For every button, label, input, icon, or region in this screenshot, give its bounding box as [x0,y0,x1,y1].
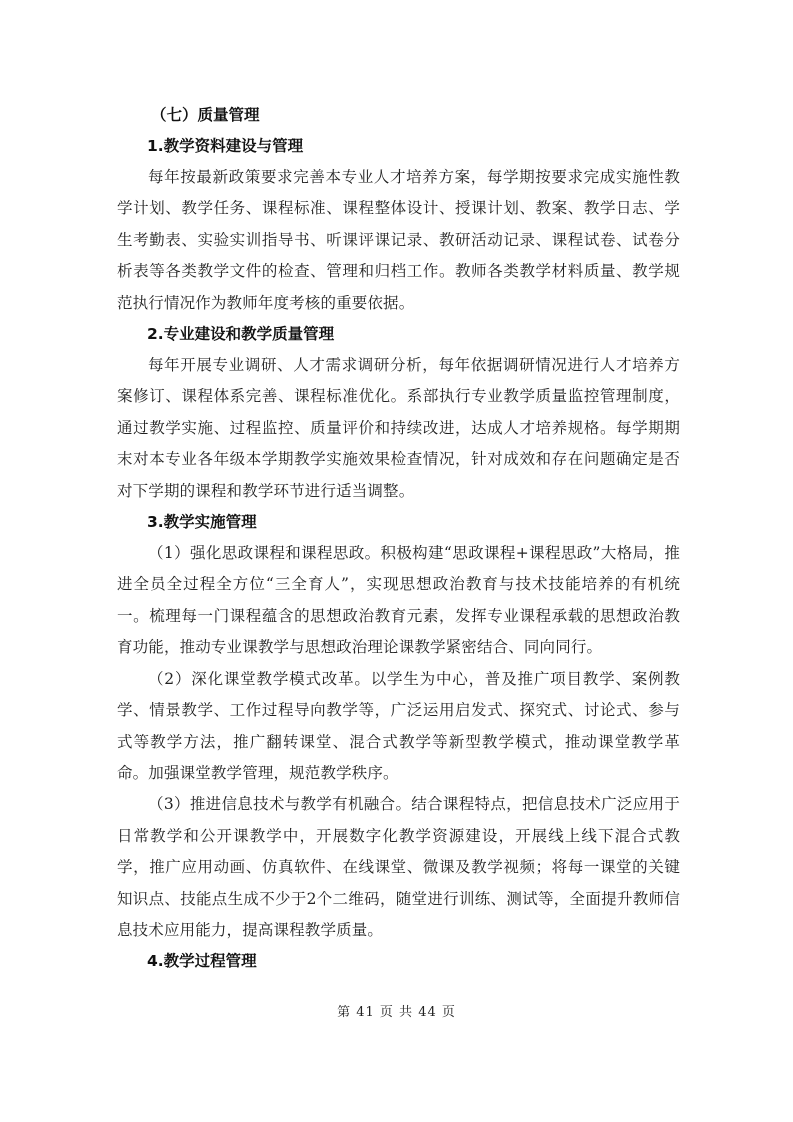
footer-current-page: 41 [356,1005,375,1020]
paragraph-quality-management: 每年开展专业调研、人才需求调研分析，每年依据调研情况进行人才培养方案修订、课程体系完善、课程标准优化。系部执行专业教学质量监控管理制度，通过教学实施、过程监控、质量评价和持续改进，达成人才培养规格。每学期期末对本专业各年级本学期教学实施效果检查情况，针对成效和存在问题确定是否对下学期的课程和教学环节进行适当调整。 [117,356,680,500]
page-footer [0,1004,793,1022]
paragraph-information-technology: （3）推进信息技术与教学有机融合。结合课程特点，把信息技术广泛应用于日常教学和公开课教学中，开展数字化教学资源建设，开展线上线下混合式教学，推广应用动画、仿真软件、在线课堂、微课及教学视频；将每一课堂的关键知识点、技能点生成不少于2个二维码，随堂进行训练、测试等，全面提升教师信息技术应用能力，提高课程教学质量。 [117,795,680,939]
footer-total-pages: 44 [418,1005,437,1020]
footer-suffix: 页 [441,1005,456,1020]
paragraph-classroom-reform: （2）深化课堂教学模式改革。以学生为中心，普及推广项目教学、案例教学、情景教学、工作过程导向教学等，广泛运用启发式、探究式、讨论式、参与式等教学方法，推广翻转课堂、混合式教学等新型教学模式，推动课堂教学革命。加强课堂教学管理，规范教学秩序。 [117,669,680,782]
page-content [117,100,680,977]
heading-teaching-process: 4.教学过程管理 [147,952,257,971]
section-title: （七）质量管理 [151,106,260,124]
paragraph-ideological-courses: （1）强化思政课程和课程思政。积极构建“思政课程+课程思政”大格局，推进全员全过程全方位“三全育人”，实现思想政治教育与技术技能培养的有机统一。梳理每一门课程蕴含的思想政治教育元素，发挥专业课程承载的思想政治教育功能，推动专业课教学与思想政治理论课教学紧密结合、同向同行。 [117,544,680,657]
heading-teaching-materials: 1.教学资料建设与管理 [147,137,304,155]
paragraph-teaching-materials: 每年按最新政策要求完善本专业人才培养方案，每学期按要求完成实施性教学计划、教学任务、课程标准、课程整体设计、授课计划、教案、教学日志、学生考勤表、实验实训指导书、听课评课记录、教研活动记录、课程试卷、试卷分析表等各类教学文件的检查、管理和归档工作。教师各类教学材料质量、教学规范执行情况作为教师年度考核的重要依据。 [117,168,680,312]
heading-teaching-implementation: 3.教学实施管理 [147,513,257,532]
heading-quality-management: 2.专业建设和教学质量管理 [147,325,335,344]
footer-middle: 页 共 [379,1005,414,1020]
footer-prefix: 第 [337,1005,352,1020]
